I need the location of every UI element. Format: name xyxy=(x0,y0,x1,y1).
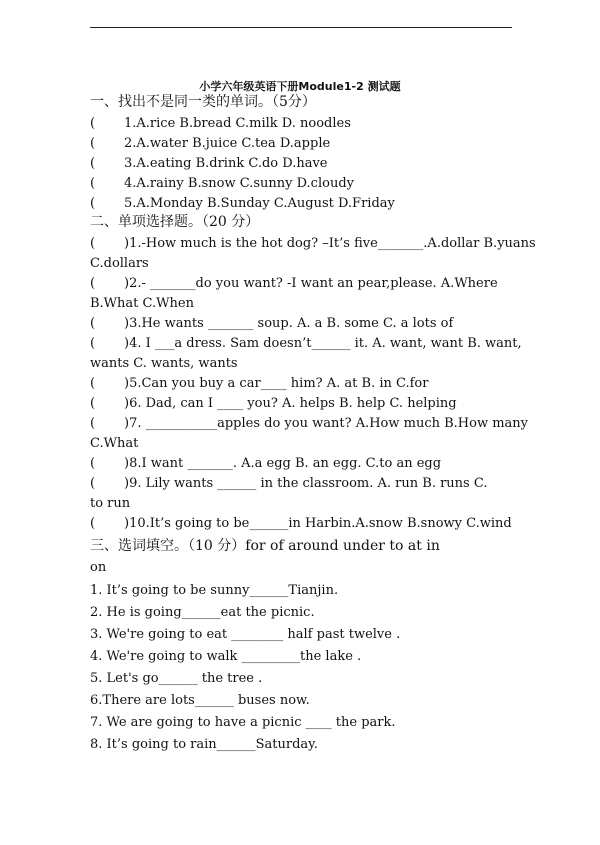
answer-paren[interactable]: ( xyxy=(90,156,96,171)
question-text: )4. I ___a dress. Sam doesn’t______ it. A. want, want B. want, xyxy=(124,336,522,351)
answer-paren[interactable]: ( xyxy=(90,416,96,431)
s2-q9-cont: to run xyxy=(90,496,131,511)
answer-paren[interactable]: ( xyxy=(90,456,96,471)
answer-paren[interactable]: ( xyxy=(90,276,96,291)
section1-heading: 一、找出不是同一类的单词。（5分） xyxy=(90,94,316,110)
s2-q1-cont: C.dollars xyxy=(90,256,149,271)
page-title: 小学六年级英语下册Module1-2 测试题 xyxy=(199,80,401,93)
s1-q4 xyxy=(90,176,510,192)
s3-sentence-7: 7. We are going to have a picnic ____ the park. xyxy=(90,715,396,730)
s1-q3 xyxy=(90,156,510,172)
question-text: 4.A.rainy B.snow C.sunny D.cloudy xyxy=(124,176,354,191)
question-text: )1.-How much is the hot dog? –It’s five_______.A.dollar B.yuans xyxy=(124,236,536,251)
question-text: 5.A.Monday B.Sunday C.August D.Friday xyxy=(124,196,395,211)
s2-q9 xyxy=(90,476,510,492)
question-text: )5.Can you buy a car____ him? A. at B. in C.for xyxy=(124,376,429,391)
s1-q2 xyxy=(90,136,510,152)
answer-paren[interactable]: ( xyxy=(90,396,96,411)
question-text: )6. Dad, can I ____ you? A. helps B. help C. helping xyxy=(124,396,457,411)
answer-paren[interactable]: ( xyxy=(90,176,96,191)
s3-sentence-1: 1. It’s going to be sunny______Tianjin. xyxy=(90,583,339,598)
s3-sentence-5: 5. Let's go______ the tree . xyxy=(90,671,263,686)
section3-heading-cont: on xyxy=(90,560,107,575)
question-text: )9. Lily wants ______ in the classroom. A. run B. runs C. xyxy=(124,476,488,491)
question-text: 3.A.eating B.drink C.do D.have xyxy=(124,156,328,171)
s2-q5 xyxy=(90,376,510,392)
question-text: )8.I want _______. A.a egg B. an egg. C.to an egg xyxy=(124,456,442,471)
s2-q4-cont: wants C. wants, wants xyxy=(90,356,238,371)
answer-paren[interactable]: ( xyxy=(90,136,96,151)
answer-paren[interactable]: ( xyxy=(90,476,96,491)
answer-paren[interactable]: ( xyxy=(90,376,96,391)
question-text: 2.A.water B.juice C.tea D.apple xyxy=(124,136,331,151)
s2-q10 xyxy=(90,516,510,532)
question-text: )2.- _______do you want? -I want an pear,please. A.Where xyxy=(124,276,498,291)
s2-q3 xyxy=(90,316,510,332)
answer-paren[interactable]: ( xyxy=(90,316,96,331)
answer-paren[interactable]: ( xyxy=(90,336,96,351)
answer-paren[interactable]: ( xyxy=(90,116,96,131)
s3-sentence-3: 3. We're going to eat ________ half past twelve . xyxy=(90,627,401,642)
section2-heading: 二、单项选择题。（20 分） xyxy=(90,214,260,230)
s2-q2-cont: B.What C.When xyxy=(90,296,194,311)
question-text: 1.A.rice B.bread C.milk D. noodles xyxy=(124,116,351,131)
s2-q1 xyxy=(90,236,536,252)
s2-q8 xyxy=(90,456,510,472)
section3-heading: 三、选词填空。（10 分）for of around under to at in xyxy=(90,538,440,554)
answer-paren[interactable]: ( xyxy=(90,236,96,251)
s2-q4 xyxy=(90,336,522,352)
s3-sentence-6: 6.There are lots______ buses now. xyxy=(90,693,310,708)
s2-q7 xyxy=(90,416,529,432)
s3-sentence-2: 2. He is going______eat the picnic. xyxy=(90,605,315,620)
s3-sentence-4: 4. We're going to walk _________the lake . xyxy=(90,649,362,664)
s2-q7-cont: C.What xyxy=(90,436,139,451)
question-text: )10.It’s going to be______in Harbin.A.snow B.snowy C.wind xyxy=(124,516,512,531)
header-rule xyxy=(90,27,512,28)
s3-sentence-8: 8. It’s going to rain______Saturday. xyxy=(90,737,318,752)
s1-q1 xyxy=(90,116,510,132)
answer-paren[interactable]: ( xyxy=(90,196,96,211)
answer-paren[interactable]: ( xyxy=(90,516,96,531)
question-text: )7. ___________apples do you want? A.How much B.How many xyxy=(124,416,529,431)
s2-q6 xyxy=(90,396,510,412)
s2-q2 xyxy=(90,276,510,292)
s1-q5 xyxy=(90,196,510,212)
question-text: )3.He wants _______ soup. A. a B. some C. a lots of xyxy=(124,316,454,331)
